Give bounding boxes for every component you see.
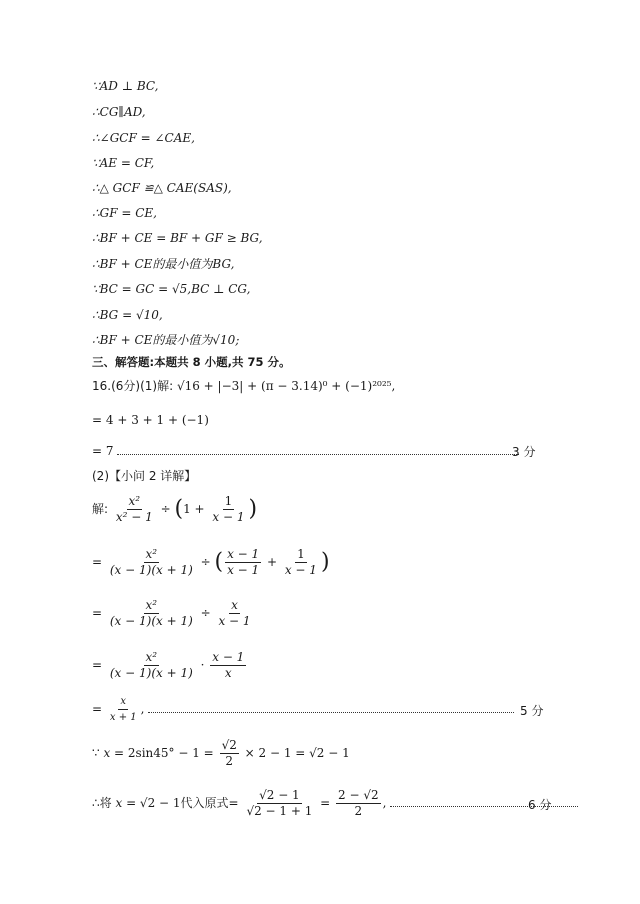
proof-line-5: ∴△ GCF ≌△ CAE(SAS), (92, 181, 232, 195)
proof-line-9: ∵BC = GC = √5,BC ⊥ CG, (92, 282, 251, 296)
proof-line-1: ∵AD ⊥ BC, (92, 79, 159, 93)
score-mark-1: 3 分 (512, 445, 536, 459)
q16-step1: = 4 + 3 + 1 + (−1) (92, 413, 209, 427)
dotted-leader (148, 704, 514, 713)
final-prefix: ∴将 (92, 796, 112, 810)
score-mark-3: 6 分 (528, 798, 552, 812)
q16-part2-step3: = $\frac{\text{x²}}{(x - 1)(x + 1)}$ · $\frac{x - 1}{x}$ (92, 650, 245, 680)
q16-expression: √16 + |−3| + (π − 3.14)⁰ + (−1)²⁰²⁵, (176, 379, 396, 393)
q16-part2-step4: = $\frac{x}{x + 1}$ , (92, 694, 514, 725)
q16-head: 16.(6分)(1)解: (92, 379, 174, 393)
proof-line-10: ∴BG = √10, (92, 308, 163, 322)
q16-part1 (92, 378, 395, 394)
q16-part2-step2: = $\frac{\text{x²}}{(x - 1)(x + 1)}$ ÷ $\frac{x}{x - 1}$ (92, 598, 251, 628)
q16-part2-heading: (2)【小问 2 详解】 (92, 469, 197, 483)
proof-line-2: ∴CG∥AD, (92, 105, 146, 119)
proof-line-7: ∴BF + CE = BF + GF ≥ BG, (92, 231, 263, 245)
proof-line-8: ∴BF + CE的最小值为BG, (92, 257, 235, 271)
q16-part2-step0: 解: $\frac{\text{x²}}{\text{x² − 1}}$ ÷ (1 + $\frac{1}{x - 1}$ ) (92, 494, 258, 524)
proof-line-4: ∵AE = CF, (92, 156, 155, 170)
proof-line-3: ∴∠GCF = ∠CAE, (92, 131, 195, 145)
q16-result: = 7 (92, 444, 114, 458)
final-mid: 代入原式= (180, 796, 239, 810)
dotted-leader (117, 446, 519, 455)
q16-final-line: ∴将 x = √2 − 1代入原式= $\frac{√2 - 1}{√2 - 1 + 1}$ = $\frac{2 - √2}{2}$ , (92, 788, 578, 819)
section-heading: 三、解答题:本题共 8 小题,共 75 分。 (92, 355, 291, 369)
score-mark-2: 5 分 (520, 704, 544, 718)
q16-step2 (92, 443, 519, 459)
solution-label: 解: (92, 502, 109, 516)
q16-since-line: ∵ x = 2sin45° − 1 = $\frac{√2}{2}$ × 2 − 1 = √2 − 1 (92, 738, 350, 768)
proof-line-6: ∴GF = CE, (92, 206, 157, 220)
q16-part2-step1: = $\frac{\text{x²}}{(x - 1)(x + 1)}$ ÷ ( $\frac{x - 1}{x - 1}$ + $\frac{1}{x - 1}$ ) (92, 547, 330, 577)
proof-line-11: ∴BF + CE的最小值为√10; (92, 333, 240, 347)
